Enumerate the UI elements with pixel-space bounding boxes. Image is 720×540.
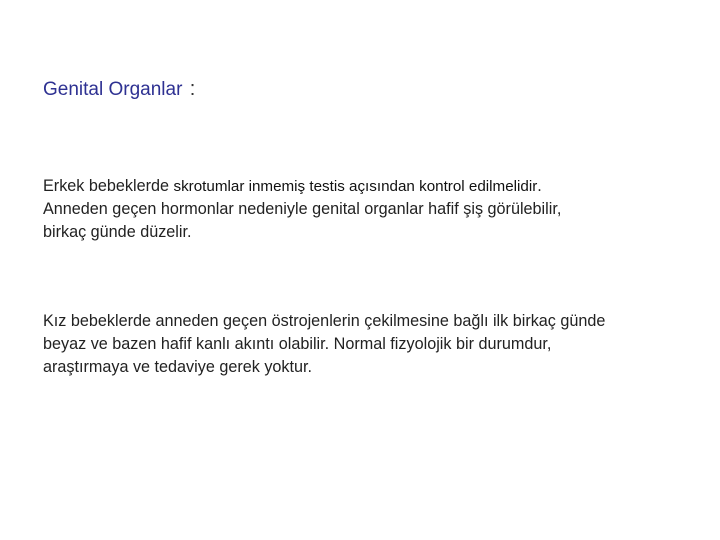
paragraph1-line1-start: Erkek bebeklerde [43,177,174,195]
paragraph-female-infants [43,310,693,379]
paragraph1-line1 [43,175,693,198]
paragraph1-line1-highlight: skrotumlar inmemiş testis açısından kontrol edilmelidir [173,178,538,195]
title-colon: : [189,78,196,100]
paragraph-male-infants [43,175,693,244]
paragraph1-line1-end: . [537,177,542,195]
paragraph1-line2: Anneden geçen hormonlar nedeniyle genital organlar hafif şiş görülebilir, [43,200,562,218]
paragraph2-line1: Kız bebeklerde anneden geçen östrojenlerin çekilmesine bağlı ilk birkaç günde [43,312,606,330]
paragraph2-line3: araştırmaya ve tedaviye gerek yoktur. [43,358,313,376]
paragraph2-line2: beyaz ve bazen hafif kanlı akıntı olabilir. Normal fizyolojik bir durumdur, [43,335,552,353]
title-text: Genital Organlar [43,79,183,100]
paragraph1-line3: birkaç günde düzelir. [43,223,192,241]
slide-title [43,78,195,101]
